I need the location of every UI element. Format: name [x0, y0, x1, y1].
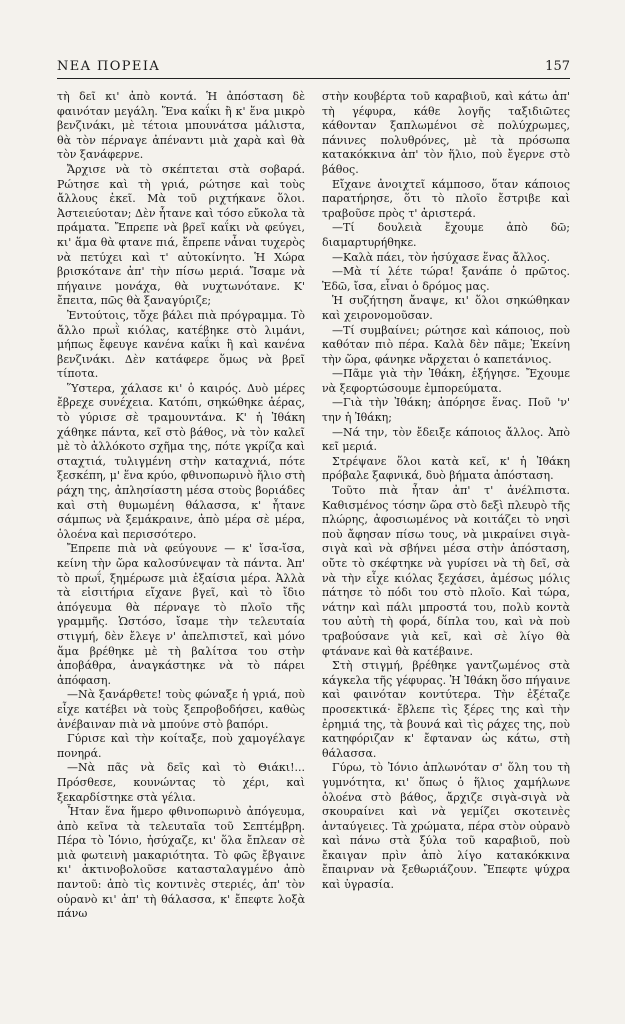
- paragraph: —Πᾶμε γιὰ τὴν Ἰθάκη, ἐξήγησε. Ἔχουμε νὰ ξεφορτώσουμε ἐμπορεύματα.: [322, 367, 570, 395]
- paragraph: —Τί δουλειὰ ἔχουμε ἀπὸ δῶ; διαμαρτυρήθηκε.: [322, 221, 570, 249]
- paragraph: Ἄρχισε νὰ τὸ σκέπτεται στὰ σοβαρά. Ρώτησε καὶ τὴ γριά, ρώτησε καὶ τοὺς ἄλλους ἐκεῖ. Μὰ τοῦ ριχτήκανε ὅλοι. Ἀστειεύοταν; Δὲν ἦτανε καὶ τόσο εὔκολα τὰ πράματα. Ἔπρεπε νὰ βρεῖ καΐκι νὰ φεύγει, κι' ἅμα θὰ φτανε πιά, ἔπρεπε νἆναι τυχερὸς νὰ πετύχει καὶ τ' αὐτοκίνητο. Ἡ Χώρα βρισκότανε ἀπ' τὴν πίσω μεριά. Ἴσαμε νὰ πήγαινε μονάχα, θὰ νυχτωνότανε. Κ' ἔπειτα, πῶς θὰ ξαναγύριζε;: [57, 162, 305, 308]
- paragraph: Ἦταν ἕνα ἥμερο φθινοπωρινὸ ἀπόγευμα, ἀπὸ κεῖνα τὰ τελευταῖα τοῦ Σεπτέμβρη. Πέρα τὸ Ἰόνιο, ἡσύχαζε, κι' ὅλα ἔπλεαν σὲ μιὰ φωτεινὴ μακαριότητα. Τὸ φῶς ἔβγαινε κι' ἀκτινοβολοῦσε κατασταλαγμένο ἀπὸ παντοῦ: ἀπὸ τὶς κοντινὲς στεριές, ἀπ' τὸν οὐρανὸ κι' ἀπ' τὴ θάλασσα, κ' ἔπεφτε λοξὰ πάνω: [57, 805, 305, 921]
- paragraph: Ἔπρεπε πιὰ νὰ φεύγουνε — κ' ἴσα-ἴσα, κείνη τὴν ὥρα καλοσύνεψαν τὰ πάντα. Ἀπ' τὸ πρωΐ, ξημέρωσε μιὰ ἐξαίσια μέρα. Ἀλλὰ τὰ εἰσιτήρια εἴχανε βγεῖ, καὶ τὸ ἴδιο ἀπόγευμα θὰ πέρναγε τὸ πλοῖο τῆς γραμμῆς. Ὡστόσο, ἴσαμε τὴν τελευταία στιγμή, δὲν ἔλεγε ν' ἀπελπιστεῖ, καὶ μόνο ἅμα βρέθηκε μὲ τὴ βαλίτσα του στὴν ἀποβάθρα, ἀναγκάστηκε νὰ τὸ πάρει ἀπόφαση.: [57, 542, 305, 687]
- running-head: ΝΕΑ ΠΟΡΕΙΑ: [57, 59, 161, 74]
- paragraph: Τοῦτο πιὰ ἦταν ἀπ' τ' ἀνέλπιστα. Καθισμένος τόσην ὥρα στὸ δεξὶ πλευρὸ τῆς πλώρης, ἀφοσιωμένος νὰ κοιτάζει τὸ νησὶ ποὺ ἄφησαν πίσω τους, νὰ μικραίνει σιγὰ-σιγὰ καὶ νὰ σβήνει μέσα στὴν ἀπόσταση, οὔτε τὸ σκέφτηκε νὰ γυρίσει νὰ τὴ δεῖ, σὰ νὰ τὴν εἶχε κιόλας ξεχάσει, ἀμέσως μόλις πάτησε τὸ πόδι του στὸ πλοῖο. Καὶ τώρα, νάτην καὶ πάλι μπροστά του, πολὺ κοντὰ του αὐτὴ τὴ φορά, δίπλα του, καὶ νὰ ποὺ τραβούσανε γιὰ κεῖ, καὶ σὲ λίγο θὰ φτάνανε καὶ θὰ κατέβαινε.: [322, 484, 570, 658]
- paragraph: τὴ δεῖ κι' ἀπὸ κοντά. Ἡ ἀπόσταση δὲ φαινόταν μεγάλη. Ἕνα καΐκι ἢ κ' ἕνα μικρὸ βενζινάκι, μὲ τέτοια μπουνάτσα μάλιστα, θὰ τὸν πέρναγε ἀπέναντι μιὰ χαρὰ καὶ θὰ τὸν ξανάφερνε.: [57, 90, 305, 162]
- page-header: [57, 52, 570, 79]
- paragraph: Γύρισε καὶ τὴν κοίταξε, ποὺ χαμογέλαγε πονηρά.: [57, 732, 305, 760]
- paragraph: Στὴ στιγμή, βρέθηκε γαντζωμένος στὰ κάγκελα τῆς γέφυρας. Ἡ Ἰθάκη ὅσο πήγαινε καὶ φαινόταν κοντύτερα. Τὴν ἐξέταζε προσεκτικά· ἔβλεπε τὶς ξέρες της καὶ τὴν ἐρημιά της, τὰ βουνά καὶ τὶς ράχες της, ποὺ κατηφόριζαν κ' ἔφταναν ὡς κάτω, στὴ θάλασσα.: [322, 659, 570, 760]
- paragraph: —Μὰ τί λέτε τώρα! ξανάπε ὁ πρῶτος. Ἐδῶ, ἴσα, εἶναι ὁ δρόμος μας.: [322, 265, 570, 293]
- paragraph: Ἐντούτοις, τὄχε βάλει πιὰ πρόγραμμα. Τὸ ἄλλο πρωῒ κιόλας, κατέβηκε στὸ λιμάνι, μήπως ἔφευγε κανένα καΐκι ἢ καὶ κανένα βενζινάκι. Δὲν κατάφερε ὅμως νὰ βρεῖ τίποτα.: [57, 308, 305, 381]
- paragraph: Ἡ συζήτηση ἄναψε, κι' ὅλοι σηκώθηκαν καὶ χειρονομοῦσαν.: [322, 294, 570, 322]
- paragraph: —Νὰ ξανάρθετε! τοὺς φώναξε ἡ γριά, ποὺ εἶχε κατέβει νὰ τοὺς ξεπροβοδήσει, καθὼς ἀνέβαιναν πιὰ νὰ μπούνε στὸ βαπόρι.: [57, 688, 305, 731]
- page-number: 157: [545, 59, 570, 74]
- paragraph: Ὕστερα, χάλασε κι' ὁ καιρός. Δυὸ μέρες ἔβρεχε συνέχεια. Κατόπι, σηκώθηκε ἀέρας, τὸ γύρισε σὲ τραμουντάνα. Κ' ἡ Ἰθάκη χάθηκε πάντα, κεῖ στὸ βάθος, νὰ τὸν καλεῖ μὲ τὸ ἀλλόκοτο σχῆμα της, πότε γκρίζα καὶ σταχτιά, τυλιγμένη στὴν καταχνιά, πότε ξεσκέπη, μ' ἕνα κρύο, φθινοπωρινὸ ἥλιο στὴ ράχη της, ἀπλησίαστη μέσα στοὺς βοριάδες καὶ στὴ θυμωμένη θάλασσα, κ' ἦτανε σάμπως νὰ ξεμάκραινε, ἀπὸ μέρα σὲ μέρα, ὁλοένα καὶ περισσότερο.: [57, 381, 305, 541]
- left-column: [57, 90, 305, 994]
- paragraph: Στρέψανε ὅλοι κατὰ κεῖ, κ' ἡ Ἰθάκη πρόβαλε ξαφνικά, δυὸ βήματα ἀπόσταση.: [322, 454, 570, 483]
- paragraph: —Καλὰ πάει, τὸν ἡσύχασε ἕνας ἄλλος.: [332, 250, 551, 264]
- paragraph: στὴν κουβέρτα τοῦ καραβιοῦ, καὶ κάτω ἀπ' τὴ γέφυρα, κάθε λογῆς ταξιδιῶτες κάθονταν ξαπλωμένοι σὲ πολύχρωμες, πάνινες πολυθρόνες, μὲ τὰ πρόσωπα κατακόκκινα ἀπ' τὸν ἥλιο, ποὺ ἔγερνε στὸ βάθος.: [322, 90, 570, 176]
- text-columns: [57, 90, 570, 994]
- paragraph: —Νὰ πᾶς νὰ δεῖς καὶ τὸ Θιάκι!... Πρόσθεσε, κουνώντας τὸ χέρι, καὶ ξεκαρδίστηκε στὰ γέλια.: [57, 761, 305, 804]
- paragraph: —Γιὰ τὴν Ἰθάκη; ἀπόρησε ἕνας. Ποῦ 'ν' την ἡ Ἰθάκη;: [322, 396, 570, 425]
- paragraph: —Νά την, τὸν ἔδειξε κάποιος ἄλλος. Ἀπὸ κεῖ μεριά.: [322, 425, 570, 454]
- right-column: [322, 90, 570, 994]
- paragraph: Εἴχανε ἀνοιχτεῖ κάμποσο, ὅταν κάποιος παρατήρησε, ὅτι τὸ πλοῖο ἔστριβε καὶ τραβοῦσε πρὸς τ' ἀριστερά.: [322, 177, 570, 220]
- paragraph: Γύρω, τὸ Ἰόνιο ἁπλωνόταν σ' ὅλη του τὴ γυμνότητα, κι' ὅπως ὁ ἥλιος χαμήλωνε ὁλοένα στὸ βάθος, ἄρχιζε σιγὰ-σιγὰ νὰ σκουραίνει καὶ νὰ γεμίζει σκοτεινὲς ἀνταύγειες. Τὰ χρώματα, πέρα στὸν οὐρανὸ καὶ πάνω στὰ ξύλα τοῦ καραβιοῦ, ποὺ ἔκαιγαν πρὶν ἀπὸ λίγο κατακόκκινα ἔπαιρναν νὰ ξεθωριάζουν. Ἔπεφτε ψύχρα καὶ ὑγρασία.: [322, 761, 570, 892]
- paragraph: —Τί συμβαίνει; ρώτησε καὶ κάποιος, ποὺ καθόταν πιὸ πέρα. Καλὰ δὲν πᾶμε; Ἐκείνη τὴν ὥρα, φάνηκε νἄρχεται ὁ καπετάνιος.: [322, 323, 570, 366]
